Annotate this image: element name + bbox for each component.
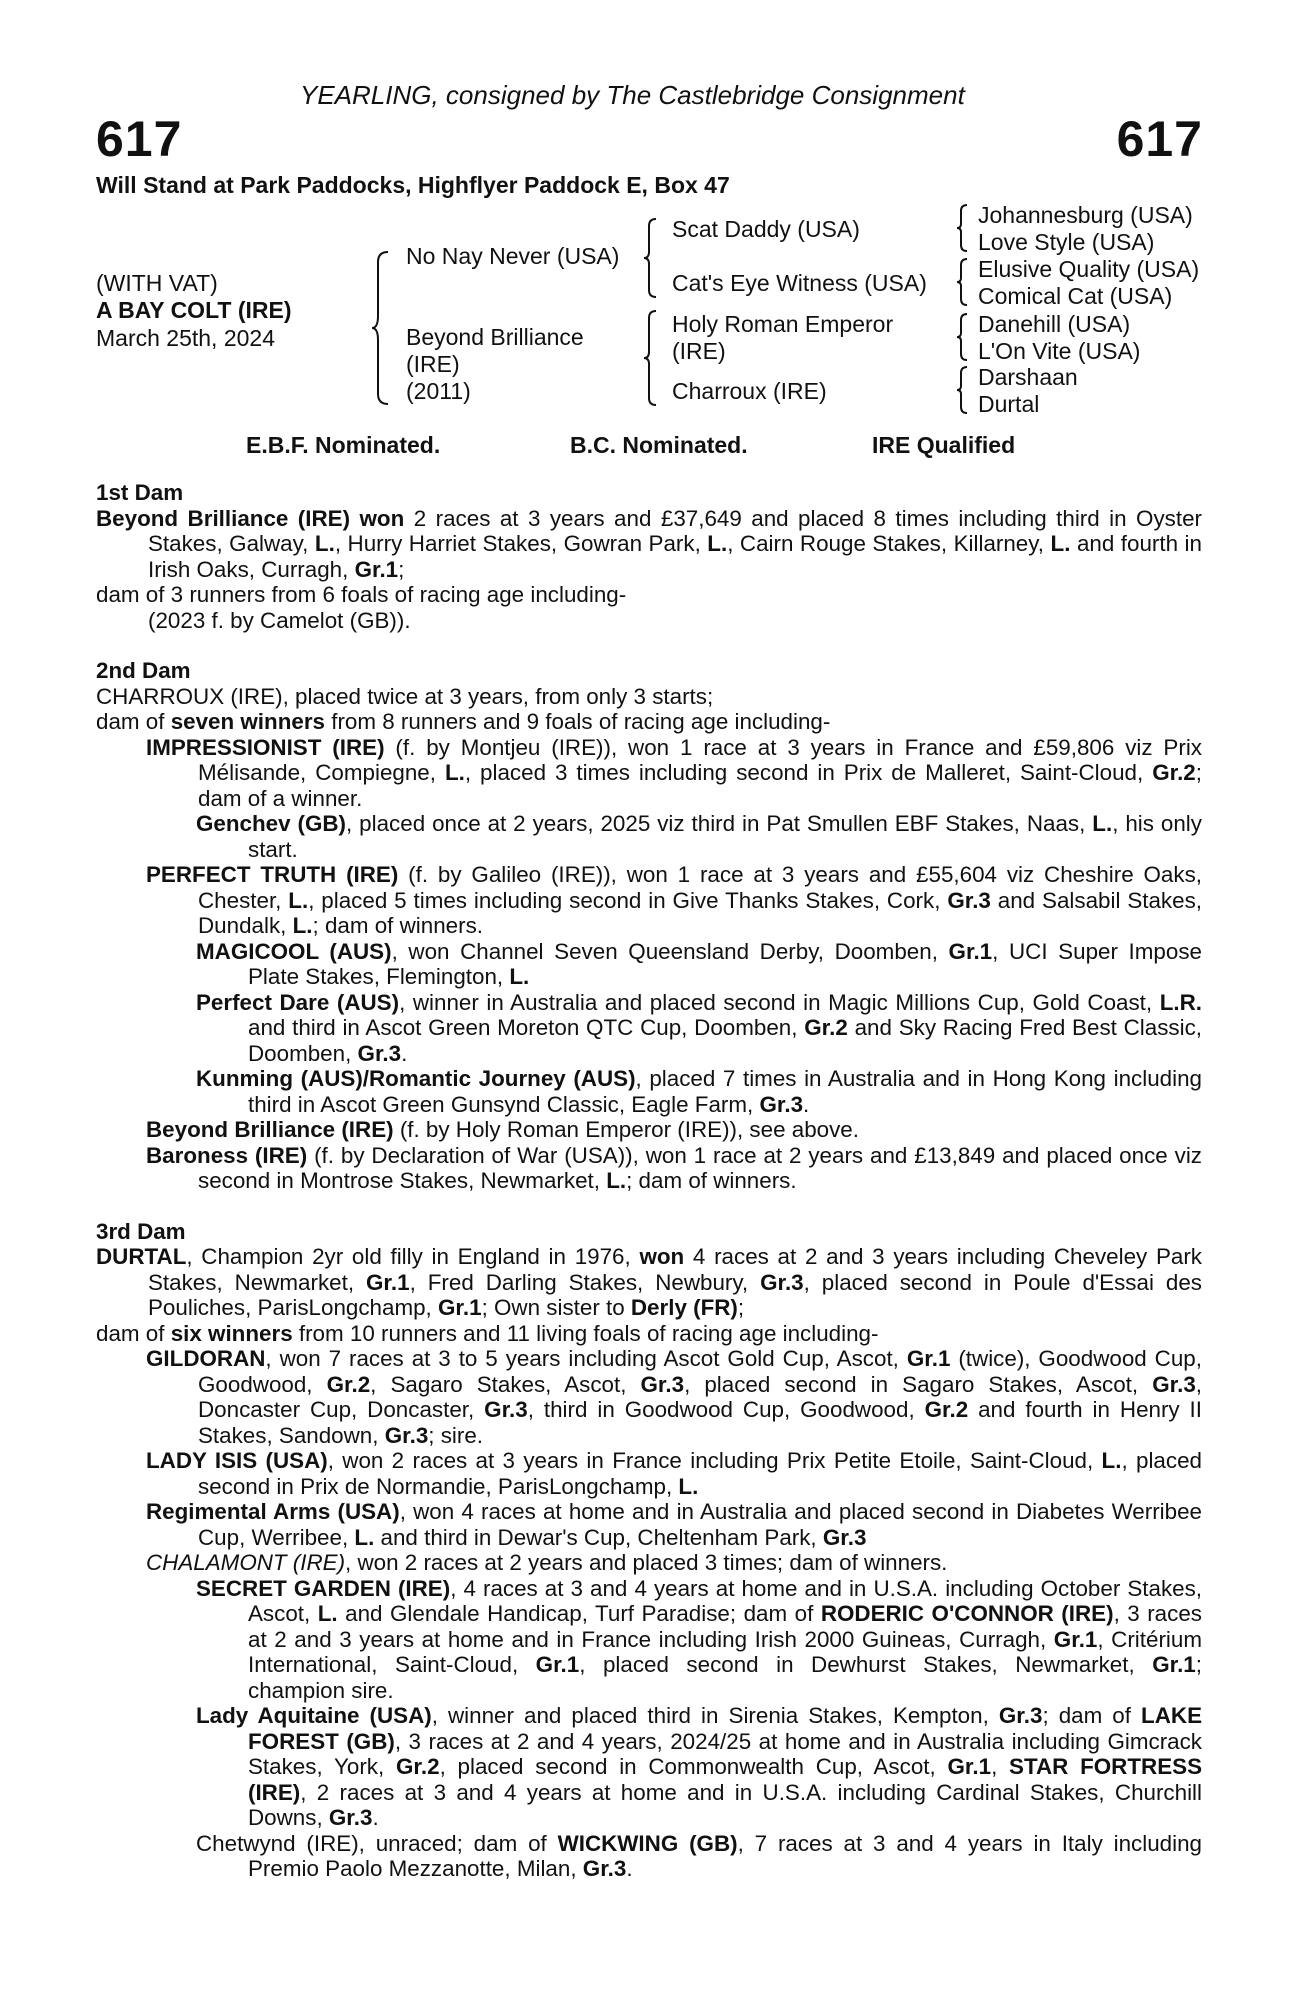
- first-dam-text: 2 races at 3 years and £37,649 and placed 8 times including third in Oyster Stakes, Galway,: [148, 505, 1202, 556]
- sire-brace: [642, 216, 660, 300]
- text: dam of: [96, 1320, 171, 1346]
- race-grade: Gr.1: [366, 1269, 410, 1295]
- produce-chalamont: [96, 1550, 1202, 1576]
- text: ;: [737, 1295, 745, 1320]
- horse-name: Lady Aquitaine (USA): [196, 1703, 432, 1728]
- text: , won 4 races at home and in Australia and placed second in Diabetes Werribee Cup, Werribee,: [198, 1499, 1203, 1550]
- text: , 4 races at 3 and 4 years at home and in U.S.A. including October Stakes, Ascot,: [248, 1575, 1203, 1626]
- dam-name-line2: (IRE): [406, 351, 460, 377]
- text: , placed second in Commonwealth Cup, Ascot,: [439, 1754, 948, 1779]
- horse-name: STAR FORTRESS (IRE): [248, 1754, 1202, 1805]
- text: , placed 7 times in Australia and in Hong Kong including third in Ascot Green Gunsynd Classic, Eagle Farm,: [248, 1066, 1202, 1117]
- first-dam-text: ;: [398, 556, 405, 582]
- race-grade: L.: [444, 760, 465, 785]
- text: , Doncaster Cup, Doncaster,: [198, 1371, 1203, 1422]
- race-grade: Gr.3: [357, 1040, 402, 1066]
- text: and Glendale Handicap, Turf Paradise; dam of: [337, 1601, 821, 1626]
- dam-name-line1: Beyond Brilliance: [406, 324, 584, 350]
- winners-count: six winners: [170, 1320, 293, 1346]
- gen3-5: Danehill (USA): [978, 311, 1131, 337]
- text: (f. by Holy Roman Emperor (IRE)), see above.: [393, 1117, 859, 1142]
- text: ; dam of: [1042, 1703, 1142, 1728]
- gen3-brace-2: [955, 256, 971, 308]
- text: , 3 races at 2 and 3 years at home and in France including Irish 2000 Guineas, Curragh,: [248, 1601, 1202, 1652]
- text: , his only start.: [248, 811, 1202, 862]
- text: .: [401, 1040, 408, 1066]
- produce-beyond-brilliance: [96, 1117, 1202, 1143]
- second-dam-heading: 2nd Dam: [96, 658, 191, 683]
- first-dam-spacer: [350, 506, 359, 531]
- text: Chetwynd (IRE), unraced; dam of: [196, 1830, 558, 1856]
- race-grade: Gr.2: [804, 1015, 848, 1040]
- race-grade: L.: [317, 1601, 338, 1626]
- text: , winner in Australia and placed second in Magic Millions Cup, Gold Coast,: [399, 989, 1160, 1015]
- race-grade: Gr.3: [998, 1703, 1043, 1728]
- gen3-brace-4: [955, 364, 971, 416]
- text: , 3 races at 2 and 4 years, 2024/25 at home and in Australia including Gimcrack Stakes, York,: [248, 1728, 1202, 1779]
- ebf-nominated: E.B.F. Nominated.: [246, 432, 441, 458]
- section-gap: [96, 1194, 1202, 1219]
- dam-brace: [642, 308, 660, 408]
- gen3-3: Elusive Quality (USA): [978, 256, 1200, 282]
- pedigree-brace-main: [370, 248, 392, 408]
- text: and third in Ascot Green Moreton QTC Cup, Doomben,: [248, 1015, 805, 1040]
- text: ; dam of winners.: [312, 913, 483, 938]
- text: , placed once at 2 years, 2025 viz third in Pat Smullen EBF Stakes, Naas,: [346, 811, 1093, 836]
- text: from 8 runners and 9 foals of racing age including-: [325, 709, 831, 734]
- text: , placed 3 times including second in Prix de Malleret, Saint-Cloud,: [464, 760, 1153, 785]
- section-gap: [96, 633, 1202, 658]
- race-grade: L.: [606, 1168, 627, 1193]
- text: ,: [991, 1754, 1010, 1779]
- race-grade: Gr.1: [948, 938, 993, 964]
- produce-regimental-arms: [96, 1499, 1202, 1550]
- horse-name: Regimental Arms (USA): [146, 1499, 400, 1524]
- text: (f. by Galileo (IRE)), won 1 race at 3 years and £55,604 viz Cheshire Oaks, Chester,: [198, 862, 1202, 913]
- produce-chetwynd: [96, 1831, 1202, 1882]
- text: , third in Goodwood Cup, Goodwood,: [527, 1397, 925, 1422]
- text: , won 7 races at 3 to 5 years including Ascot Gold Cup, Ascot,: [265, 1346, 907, 1371]
- horse-name: Genchev (GB): [196, 811, 347, 836]
- race-grade: Gr.3: [384, 1422, 429, 1448]
- text: ; champion sire.: [248, 1652, 1202, 1703]
- text: , Champion 2yr old filly in England in 1976,: [186, 1244, 640, 1269]
- produce-kunming: [96, 1066, 1202, 1117]
- foaling-date: March 25th, 2024: [96, 325, 276, 351]
- race-grade: Gr.1: [947, 1754, 992, 1779]
- race-grade: Gr.3: [760, 1269, 804, 1295]
- produce-genchev: [96, 811, 1202, 862]
- horse-name: Derly (FR): [630, 1295, 738, 1320]
- first-dam-entry: [96, 506, 1202, 583]
- text: ; Own sister to: [481, 1295, 631, 1320]
- produce-gildoran: [96, 1346, 1202, 1448]
- text: 4 races at 2 and 3 years including Cheveley Park Stakes, Newmarket,: [148, 1244, 1202, 1295]
- race-grade: Gr.2: [924, 1397, 969, 1422]
- horse-name: SECRET GARDEN (IRE): [196, 1575, 451, 1601]
- text: ; sire.: [428, 1422, 484, 1448]
- gen3-7: Darshaan: [978, 364, 1078, 390]
- text: and third in Dewar's Cup, Cheltenham Park,: [374, 1524, 823, 1550]
- text: and fourth in Henry II Stakes, Sandown,: [198, 1397, 1202, 1448]
- second-dam-line: CHARROUX (IRE), placed twice at 3 years, from only 3 starts;: [96, 683, 714, 709]
- first-dam-text: and fourth in Irish Oaks, Curragh,: [148, 531, 1202, 582]
- dam-name-line3: (2011): [406, 378, 471, 404]
- race-grade: Gr.3: [484, 1397, 528, 1422]
- race-grade: Gr.3: [328, 1805, 373, 1830]
- race-grade: Gr.3: [640, 1371, 685, 1397]
- race-grade: Gr.1: [354, 556, 399, 582]
- race-grade: Gr.1: [1053, 1626, 1098, 1652]
- produce-magicool: [96, 939, 1202, 990]
- first-dam-produce-summary: dam of 3 runners from 6 foals of racing age including-: [96, 582, 627, 607]
- text: , placed second in Prix de Normandie, ParisLongchamp,: [198, 1448, 1202, 1499]
- produce-perfect-truth: [96, 862, 1202, 939]
- text: (twice), Goodwood Cup, Goodwood,: [198, 1346, 1202, 1397]
- horse-name: MAGICOOL (AUS): [196, 938, 392, 964]
- horse-name: Perfect Dare (AUS): [196, 989, 400, 1015]
- sire-sire: Scat Daddy (USA): [672, 216, 860, 242]
- text: , Critérium International, Saint-Cloud,: [248, 1626, 1202, 1677]
- race-grade: L.: [292, 913, 313, 938]
- race-grade: Gr.2: [395, 1754, 440, 1779]
- text: dam of: [96, 709, 171, 734]
- race-grade: L.: [678, 1473, 699, 1499]
- dam-sire-line1: Holy Roman Emperor: [672, 311, 894, 337]
- horse-name: Baroness (IRE): [146, 1142, 308, 1168]
- gen3-4: Comical Cat (USA): [978, 283, 1173, 309]
- gen3-8: Durtal: [978, 391, 1040, 417]
- horse-name: GILDORAN: [146, 1346, 266, 1371]
- horse-name: DURTAL: [96, 1244, 187, 1269]
- stand-info: Will Stand at Park Paddocks, Highflyer Paddock E, Box 47: [96, 172, 730, 198]
- text: , 2 races at 3 and 4 years at home and in U.S.A. including Cardinal Stakes, Churchill Downs,: [248, 1779, 1202, 1830]
- race-grade: Gr.3: [822, 1524, 867, 1550]
- sire-dam: Cat's Eye Witness (USA): [672, 270, 927, 296]
- horse-name: PERFECT TRUTH (IRE): [146, 862, 399, 887]
- text: , placed second in Dewhurst Stakes, Newmarket,: [579, 1652, 1153, 1677]
- horse-name: Beyond Brilliance (IRE): [146, 1117, 394, 1142]
- first-dam-text: , Hurry Harriet Stakes, Gowran Park,: [334, 531, 708, 556]
- horse-name: A BAY COLT (IRE): [96, 297, 292, 323]
- produce-baroness: [96, 1143, 1202, 1194]
- text: and Salsabil Stakes, Dundalk,: [198, 887, 1202, 938]
- ire-qualified: IRE Qualified: [872, 432, 1016, 458]
- text: , Fred Darling Stakes, Newbury,: [409, 1269, 761, 1295]
- text: , 7 races at 3 and 4 years in Italy including Premio Paolo Mezzanotte, Milan,: [248, 1830, 1203, 1881]
- gen3-brace-3: [955, 311, 971, 363]
- text: (f. by Montjeu (IRE)), won 1 race at 3 years in France and £59,806 viz Prix Mélisande, Compiegne,: [198, 734, 1202, 785]
- text: (f. by Declaration of War (USA)), won 1 race at 2 years and £13,849 and placed once viz second in Montrose Stakes, Newmarket,: [198, 1142, 1202, 1193]
- text: and Sky Racing Fred Best Classic, Doomben,: [248, 1015, 1203, 1066]
- horse-name: IMPRESSIONIST (IRE): [146, 734, 385, 760]
- horse-name: CHALAMONT (IRE): [146, 1550, 346, 1575]
- third-dam-heading: 3rd Dam: [96, 1218, 186, 1244]
- text: , Sagaro Stakes, Ascot,: [370, 1371, 641, 1397]
- catalogue-body: [96, 480, 1202, 1882]
- horse-name: LAKE FOREST (GB): [248, 1703, 1202, 1754]
- second-dam-produce-summary: [96, 709, 1202, 735]
- gen3-brace-1: [955, 202, 971, 254]
- race-grade: L.: [288, 887, 309, 913]
- text: .: [803, 1091, 810, 1117]
- lot-number-right: 617: [1116, 111, 1203, 167]
- horse-name: Kunming (AUS)/Romantic Journey (AUS): [196, 1066, 636, 1091]
- produce-secret-garden: [96, 1576, 1202, 1704]
- first-dam-text: , Cairn Rouge Stakes, Killarney,: [727, 531, 1051, 556]
- text: , placed 5 times including second in Give Thanks Stakes, Cork,: [308, 887, 948, 913]
- lot-number-left: 617: [96, 111, 183, 167]
- produce-perfect-dare: [96, 990, 1202, 1067]
- gen3-6: L'On Vite (USA): [978, 338, 1141, 364]
- horse-name: RODERIC O'CONNOR (IRE): [820, 1601, 1114, 1626]
- horse-name: LADY ISIS (USA): [146, 1448, 328, 1473]
- gen3-1: Johannesburg (USA): [978, 202, 1193, 228]
- race-grade: Gr.3: [1152, 1371, 1196, 1397]
- race-grade: L.: [1101, 1448, 1122, 1473]
- race-grade: Gr.1: [535, 1652, 580, 1677]
- first-dam-produce-2023: (2023 f. by Camelot (GB)).: [148, 607, 411, 633]
- race-grade: Gr.3: [759, 1091, 804, 1117]
- winners-count: seven winners: [170, 709, 326, 734]
- race-grade: L.: [1092, 811, 1113, 836]
- race-grade: Gr.3: [582, 1856, 627, 1881]
- text: , won Channel Seven Queensland Derby, Doomben,: [391, 938, 949, 964]
- text: , won 2 races at 3 years in France including Prix Petite Etoile, Saint-Cloud,: [327, 1448, 1102, 1473]
- race-grade: Gr.1: [1152, 1652, 1196, 1677]
- text: .: [626, 1856, 633, 1881]
- text: , placed second in Sagaro Stakes, Ascot,: [684, 1371, 1153, 1397]
- sire-name: No Nay Never (USA): [406, 243, 620, 269]
- produce-lady-aquitaine: [96, 1703, 1202, 1831]
- won-label: won: [639, 1244, 685, 1269]
- race-grade: L.: [314, 531, 335, 556]
- consignment-subtitle: YEARLING, consigned by The Castlebridge Consignment: [300, 80, 965, 110]
- first-dam-won: won: [359, 505, 405, 531]
- race-grade: L.: [1050, 531, 1071, 556]
- text: , won 2 races at 2 years and placed 3 times; dam of winners.: [345, 1550, 948, 1575]
- text: ; dam of a winner.: [198, 760, 1202, 811]
- race-grade: Gr.3: [947, 887, 991, 913]
- race-grade: L.: [354, 1524, 375, 1550]
- dam-sire-line2: (IRE): [672, 338, 726, 364]
- text: from 10 runners and 11 living foals of racing age including-: [292, 1320, 879, 1346]
- horse-name: WICKWING (GB): [557, 1830, 738, 1856]
- third-dam-entry: [96, 1244, 1202, 1321]
- race-grade: Gr.1: [906, 1346, 951, 1371]
- text: , placed second in Poule d'Essai des Pouliches, ParisLongchamp,: [148, 1269, 1202, 1320]
- produce-lady-isis: [96, 1448, 1202, 1499]
- race-grade: L.: [509, 964, 530, 989]
- produce-impressionist: [96, 735, 1202, 812]
- text: , UCI Super Impose Plate Stakes, Flemington,: [248, 938, 1202, 989]
- text: .: [372, 1805, 379, 1830]
- first-dam-heading: 1st Dam: [96, 480, 184, 505]
- first-dam-name: Beyond Brilliance (IRE): [96, 505, 351, 531]
- third-dam-produce-summary: [96, 1321, 1202, 1347]
- dam-dam: Charroux (IRE): [672, 378, 827, 404]
- text: , winner and placed third in Sirenia Stakes, Kempton,: [431, 1703, 999, 1728]
- bc-nominated: B.C. Nominated.: [570, 432, 748, 458]
- gen3-2: Love Style (USA): [978, 229, 1155, 255]
- race-grade: Gr.2: [1152, 760, 1196, 785]
- race-grade: L.: [707, 531, 728, 556]
- vat-note: (WITH VAT): [96, 270, 218, 296]
- text: ; dam of winners.: [626, 1168, 797, 1193]
- race-grade: Gr.2: [326, 1371, 371, 1397]
- race-grade: Gr.1: [438, 1295, 482, 1320]
- race-grade: L.R.: [1159, 989, 1202, 1015]
